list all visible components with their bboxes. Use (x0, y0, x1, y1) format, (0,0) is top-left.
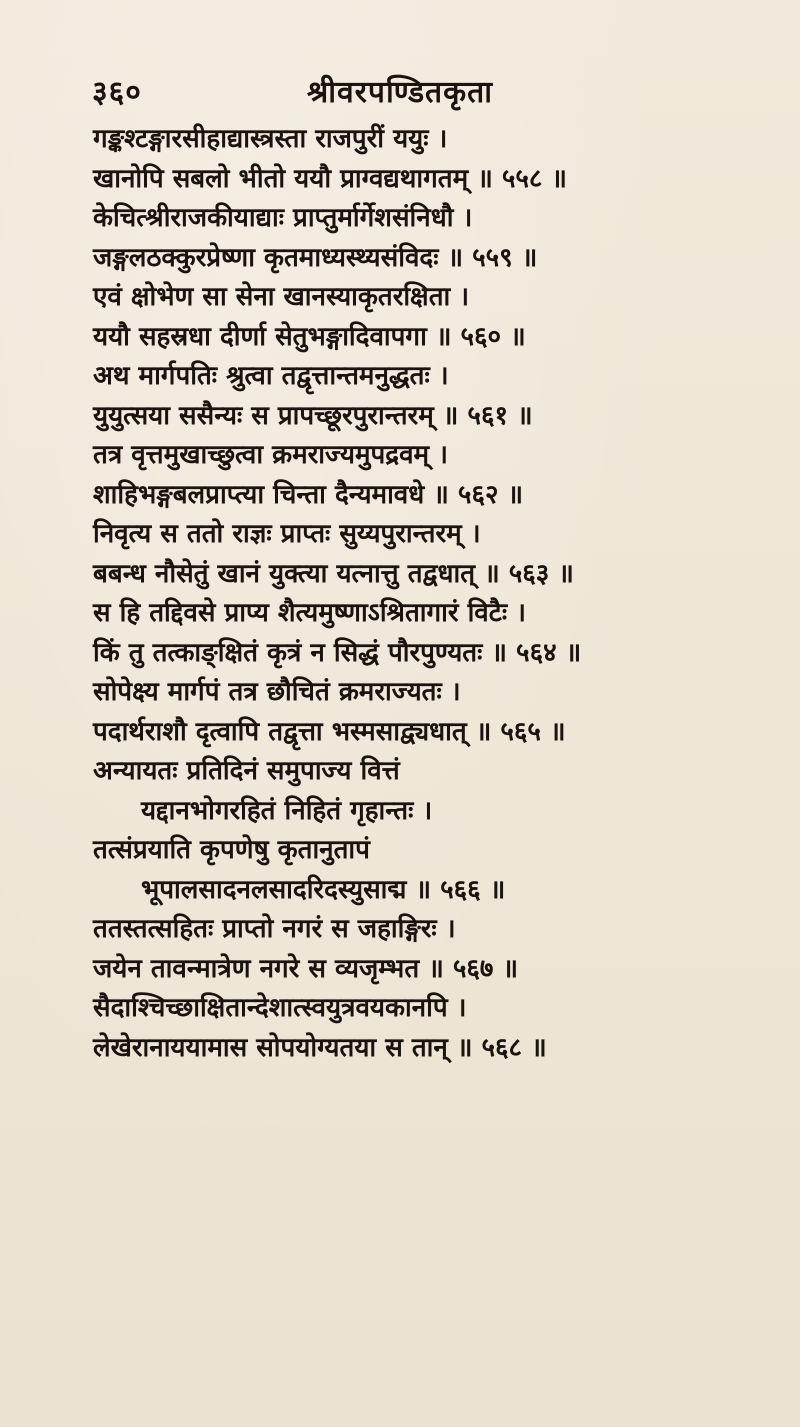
verse-line: अथ मार्गपतिः श्रुत्वा तद्वृत्तान्तमनुद्धतः । (93, 361, 449, 391)
verse-line: एवं क्षोभेण सा सेना खानस्याकृतरक्षिता । (93, 282, 470, 312)
verse-line: भूपालसादनलसादरिदस्युसाद्म ॥ ५६६ ॥ (141, 874, 506, 905)
verse-line: बबन्ध नौसेतुं खानं युक्त्या यत्नात्तु तद्वधात् ॥ ५६३ ॥ (93, 558, 574, 589)
verse-line: ययौ सहस्रधा दीर्णा सेतुभङ्गादिवापगा ॥ ५६० ॥ (93, 321, 526, 352)
verse-line: किं तु तत्काङ्क्षितं कृत्रं न सिद्धं पौरपुण्यतः ॥ ५६४ ॥ (93, 637, 582, 668)
verse-line: तत्र वृत्तमुखाच्छुत्वा क्रमराज्यमुपद्रवम् । (93, 440, 448, 470)
running-head: श्रीवरपण्डितकृता (306, 75, 494, 110)
page-number: ३६० (92, 75, 142, 110)
verse-line: लेखेरानाययामास सोपयोग्यतया स तान् ॥ ५६८ ॥ (93, 1032, 547, 1063)
page-header (0, 70, 800, 110)
verse-line: केचित्श्रीराजकीयाद्याः प्राप्तुर्मार्गेशसंनिधौ । (93, 203, 473, 233)
verse-line: ततस्तत्सहितः प्राप्तो नगरं स जहाङ्गिरः । (93, 914, 456, 944)
verse-line: युयुत्सया ससैन्यः स प्रापच्छूरपुरान्तरम् ॥ ५६१ ॥ (93, 400, 533, 431)
verse-line: जयेन तावन्मात्रेण नगरे स व्यजृम्भत ॥ ५६७ ॥ (93, 953, 519, 984)
verse-text (93, 120, 743, 1068)
verse-line: अन्यायतः प्रतिदिनं समुपाज्य वित्तं (93, 756, 400, 786)
verse-line: यद्दानभोगरहितं निहितं गृहान्तः । (141, 795, 433, 826)
verse-line: जङ्गलठक्कुरप्रेष्णा कृतमाध्यस्थ्यसंविदः ॥ ५५९ ॥ (93, 242, 538, 273)
verse-line: स हि तद्दिवसे प्राप्य शैत्यमुष्णाऽश्रितागारं विटैः । (93, 598, 527, 628)
verse-line: निवृत्य स ततो राज्ञः प्राप्तः सुय्यपुरान्तरम् । (93, 519, 481, 549)
verse-line: सैदाश्चिच्छाक्षितान्देशात्स्वयुत्रवयकानपि । (93, 993, 467, 1023)
verse-line: शाहिभङ्गबलप्राप्त्या चिन्ता दैन्यमावधे ॥ ५६२ ॥ (93, 479, 524, 510)
verse-line: तत्संप्रयाति कृपणेषु कृतानुतापं (93, 835, 370, 865)
verse-line: सोपेक्ष्य मार्गपं तत्र छौचितं क्रमराज्यतः । (93, 677, 461, 707)
verse-line: गङ्कश्टङ्गारसीहाद्यास्त्रस्ता राजपुरीं ययुः । (93, 124, 448, 154)
verse-line: पदार्थराशौ दृत्वापि तद्वृत्ता भस्मसाद्व्यधात् ॥ ५६५ ॥ (93, 716, 566, 747)
verse-line: खानोपि सबलो भीतो ययौ प्राग्वद्यथागतम् ॥ ५५८ ॥ (93, 163, 568, 194)
